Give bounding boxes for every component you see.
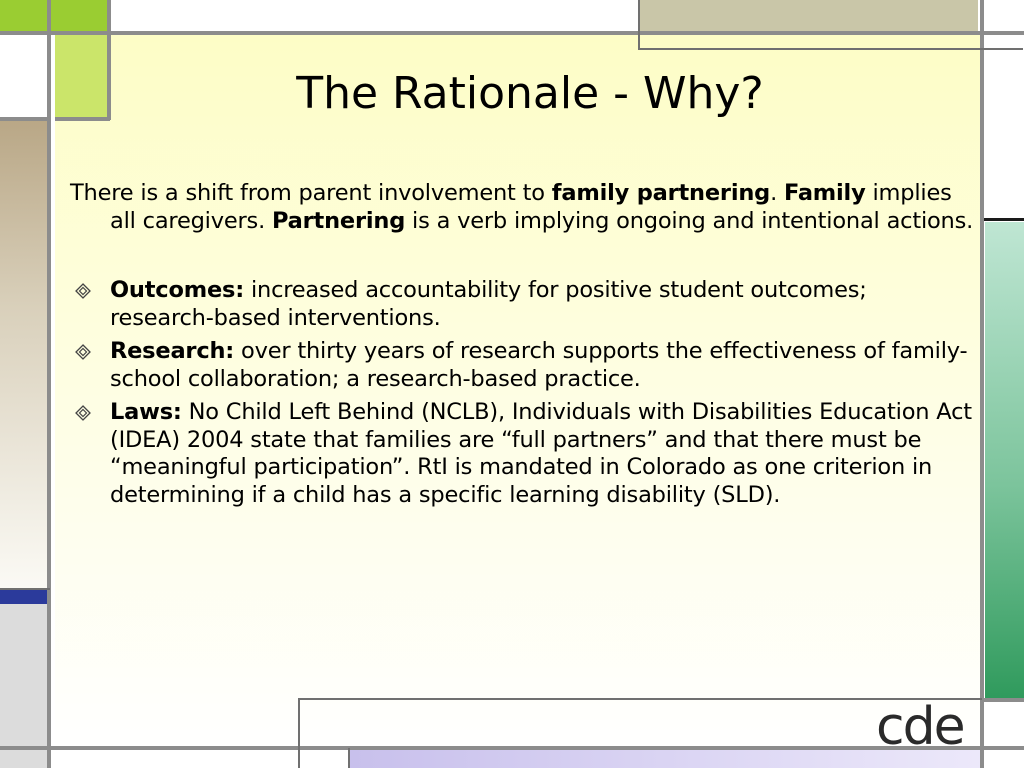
frame-line-lavender-left [348, 748, 350, 768]
bullet-text: over thirty years of research supports the effectiveness of family-school collaboration; a research-based practice. [110, 338, 968, 392]
frame-line-khaki-left [638, 0, 640, 50]
decor-gray-strip [0, 604, 47, 768]
bullet-text: No Child Left Behind (NCLB), Individuals with Disabilities Education Act (IDEA) 2004 state that families are “full partners” and that there must be “meaningful participation”. RtI is mandated in Colorado as one criterion in determining if a child has a specific learning disability (SLD). [110, 399, 972, 508]
bullet-text: increased accountability for positive student outcomes; research-based interventions. [110, 277, 867, 331]
slide-body [70, 180, 975, 515]
intro-text-3: implies all caregivers. [110, 180, 952, 234]
decor-green-block [0, 0, 110, 33]
decor-navy-bar [0, 590, 47, 604]
frame-line-khaki-bottom [638, 48, 1023, 50]
frame-line-navy-top [0, 588, 50, 590]
bullet-laws [70, 399, 975, 509]
bullet-label: Laws: [110, 399, 182, 425]
bullet-label: Outcomes: [110, 277, 244, 303]
frame-line-left [47, 0, 51, 768]
frame-line-green [107, 0, 111, 120]
frame-line-teal-bottom [984, 698, 1024, 702]
decor-tan-strip [0, 120, 47, 590]
frame-line-logo-left [298, 698, 300, 768]
intro-bold-family: Family [783, 180, 866, 206]
bullet-label: Research: [110, 338, 235, 364]
diamond-bullet-icon [75, 405, 91, 421]
decor-teal-strip [985, 222, 1024, 700]
cde-logo: cde [876, 697, 964, 757]
frame-line-lime-bottom [55, 117, 110, 121]
frame-line-bottom [0, 746, 1024, 750]
intro-text-1: There is a shift from parent involvement to [70, 180, 552, 206]
intro-bold-family-partnering: family partnering [551, 180, 771, 206]
intro-text-2: . [770, 180, 784, 206]
frame-line-left-mid [0, 117, 50, 121]
intro-bold-partnering: Partnering [271, 207, 406, 234]
frame-line-teal-top [984, 218, 1024, 221]
bullet-research [70, 338, 975, 393]
frame-line-top [0, 31, 1024, 35]
intro-text-4: is a verb implying ongoing and intentional actions. [405, 207, 974, 234]
decor-lime-block [55, 35, 110, 120]
frame-line-right [980, 0, 984, 768]
bullet-outcomes [70, 277, 975, 332]
slide-title: The Rationale - Why? [296, 68, 764, 119]
intro-paragraph [70, 180, 975, 235]
diamond-bullet-icon [75, 283, 91, 299]
diamond-bullet-icon [75, 344, 91, 360]
decor-khaki-block [640, 0, 978, 33]
